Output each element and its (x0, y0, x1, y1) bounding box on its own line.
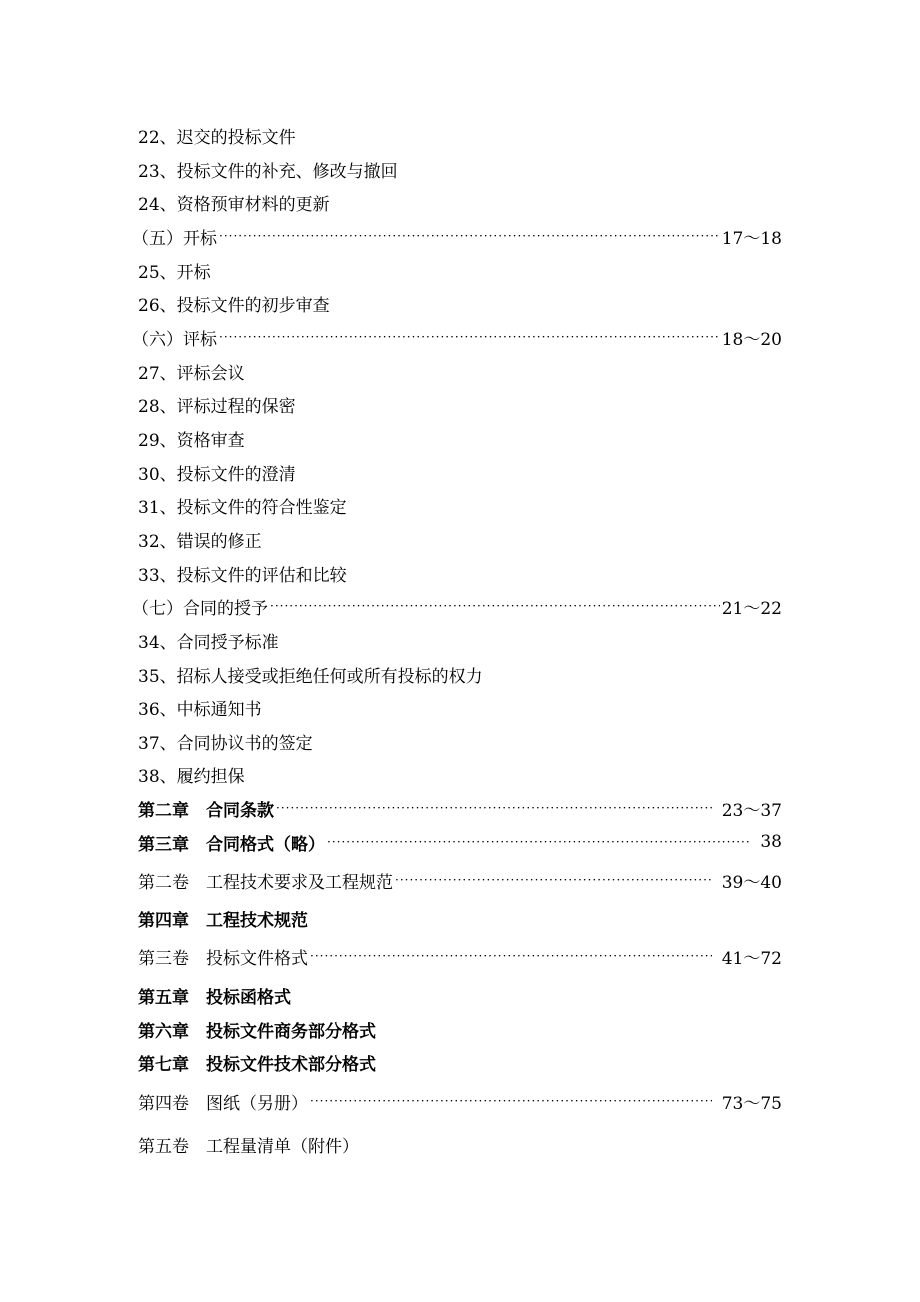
toc-page-number: 18～20 (721, 329, 782, 350)
toc-chapter-5 (138, 983, 782, 1007)
toc-chapter-7 (138, 1050, 782, 1074)
toc-entry-32 (138, 527, 782, 551)
toc-entry-35 (138, 662, 782, 686)
toc-entry-25 (138, 258, 782, 282)
toc-entry-label: 第五章 投标函格式 (138, 987, 291, 1008)
toc-entry-label: （五）开标 (132, 228, 217, 249)
toc-entry-label: 29、资格审查 (138, 430, 245, 451)
toc-entry-33 (138, 561, 782, 585)
toc-page-number: 17～18 (721, 228, 782, 249)
toc-entry-34 (138, 628, 782, 652)
toc-chapter-4 (138, 906, 782, 930)
toc-section-7 (132, 594, 782, 619)
toc-section-5 (132, 224, 782, 249)
leader-dots (327, 835, 750, 849)
toc-volume-5 (138, 1132, 782, 1156)
toc-entry-37 (138, 729, 782, 753)
toc-volume-3 (138, 944, 782, 968)
toc-entry-label: 第三章 合同格式（略） (138, 834, 325, 855)
leader-dots (395, 873, 712, 887)
toc-entry-29 (138, 426, 782, 450)
toc-entry-28 (138, 392, 782, 416)
toc-entry-label: 32、错误的修正 (138, 531, 262, 552)
toc-volume-2 (138, 868, 782, 892)
toc-entry-label: 33、投标文件的评估和比较 (138, 565, 347, 586)
toc-entry-23 (138, 157, 782, 181)
toc-entry-24 (138, 190, 782, 214)
toc-entry-30 (138, 460, 782, 484)
toc-entry-label: 26、投标文件的初步审查 (138, 295, 330, 316)
toc-entry-label: （六）评标 (132, 329, 217, 350)
toc-entry-31 (138, 493, 782, 517)
toc-page-number: 38 (760, 832, 782, 852)
toc-entry-label: 23、投标文件的补充、修改与撤回 (138, 161, 398, 182)
leader-dots (219, 330, 720, 344)
toc-entry-27 (138, 359, 782, 383)
leader-dots (219, 229, 720, 243)
toc-page-number: 21～22 (721, 598, 782, 619)
toc-page-number: 23～37 (721, 800, 782, 821)
toc-volume-4 (138, 1089, 782, 1113)
toc-entry-label: 22、迟交的投标文件 (138, 127, 296, 148)
toc-entry-label: 第二章 合同条款 (138, 800, 274, 821)
toc-entry-label: 第二卷 工程技术要求及工程规范 (138, 872, 393, 893)
toc-chapter-3 (138, 830, 782, 854)
toc-entry-label: 28、评标过程的保密 (138, 396, 296, 417)
toc-entry-label: 37、合同协议书的签定 (138, 733, 313, 754)
toc-entry-label: 35、招标人接受或拒绝任何或所有投标的权力 (138, 666, 483, 687)
toc-entry-label: 第四卷 图纸（另册） (138, 1093, 308, 1114)
toc-page-number: 39～40 (721, 872, 782, 893)
toc-entry-36 (138, 695, 782, 719)
toc-page-number: 41～72 (721, 948, 782, 969)
toc-entry-label: 30、投标文件的澄清 (138, 464, 296, 485)
leader-dots (276, 801, 712, 815)
toc-entry-label: 25、开标 (138, 262, 211, 283)
toc-entry-38 (138, 762, 782, 786)
toc-entry-label: 第五卷 工程量清单（附件） (138, 1136, 359, 1157)
toc-entry-label: 第四章 工程技术规范 (138, 910, 308, 931)
toc-entry-22 (138, 123, 782, 147)
leader-dots (310, 1094, 712, 1108)
toc-entry-label: 38、履约担保 (138, 766, 245, 787)
leader-dots (270, 599, 720, 613)
toc-entry-label: 第三卷 投标文件格式 (138, 948, 308, 969)
toc-entry-label: 31、投标文件的符合性鉴定 (138, 497, 347, 518)
toc-entry-label: 第六章 投标文件商务部分格式 (138, 1021, 376, 1042)
toc-entry-label: 24、资格预审材料的更新 (138, 194, 330, 215)
toc-entry-label: 27、评标会议 (138, 363, 245, 384)
leader-dots (310, 949, 712, 963)
toc-entry-label: 36、中标通知书 (138, 699, 262, 720)
toc-entry-26 (138, 291, 782, 315)
toc-entry-label: （七）合同的授予 (132, 598, 268, 619)
toc-chapter-2 (138, 796, 782, 820)
toc-page-number: 73～75 (721, 1093, 782, 1114)
toc-section-6 (132, 325, 782, 350)
toc-chapter-6 (138, 1017, 782, 1041)
toc-entry-label: 34、合同授予标准 (138, 632, 279, 653)
toc-entry-label: 第七章 投标文件技术部分格式 (138, 1054, 376, 1075)
